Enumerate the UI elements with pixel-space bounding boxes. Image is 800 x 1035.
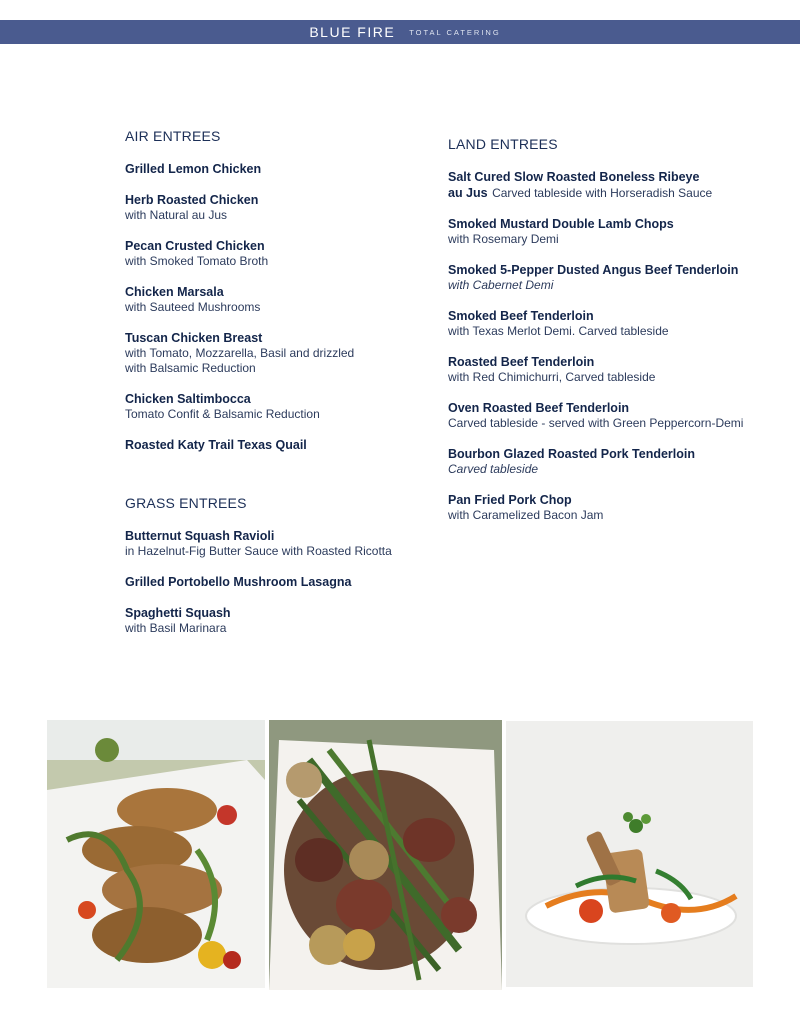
menu-item-name: Smoked Mustard Double Lamb Chops	[448, 217, 674, 231]
menu-item-desc: with Smoked Tomato Broth	[125, 254, 269, 268]
plated-entree-photo	[506, 721, 753, 987]
menu-item-desc: with Texas Merlot Demi. Carved tableside	[448, 324, 669, 338]
menu-item-desc: with Tomato, Mozzarella, Basil and drizzled	[125, 346, 355, 360]
right-column	[448, 136, 788, 539]
menu-item-name: Tuscan Chicken Breast	[125, 331, 263, 345]
menu-item-desc: Carved tableside - served with Green Peppercorn-Demi	[448, 416, 744, 430]
menu-item-name: Grilled Portobello Mushroom Lasagna	[125, 575, 352, 589]
menu-item-desc: with Natural au Jus	[125, 208, 228, 222]
menu-item-name: Pecan Crusted Chicken	[125, 239, 265, 253]
menu-item-desc: with Red Chimichurri, Carved tableside	[448, 370, 656, 384]
menu-item-name: Smoked 5-Pepper Dusted Angus Beef Tenderloin	[448, 263, 739, 277]
menu-item-name: Chicken Marsala	[125, 285, 224, 299]
brand-name: BLUE FIRE	[309, 24, 396, 40]
menu-item-name: Smoked Beef Tenderloin	[448, 309, 594, 323]
brand-tagline: TOTAL CATERING	[409, 27, 501, 37]
menu-item	[125, 438, 425, 453]
menu-item-name: Oven Roasted Beef Tenderloin	[448, 401, 630, 415]
left-column	[125, 128, 425, 652]
menu-item-desc: with Rosemary Demi	[448, 232, 559, 246]
menu-item	[125, 392, 425, 422]
menu-item	[125, 239, 425, 269]
menu-item-desc: in Hazelnut-Fig Butter Sauce with Roasted Ricotta	[125, 544, 392, 558]
menu-item	[125, 193, 425, 223]
menu-item-name: Salt Cured Slow Roasted Boneless Ribeye	[448, 170, 700, 184]
menu-item	[125, 331, 425, 376]
menu-item-name: Roasted Beef Tenderloin	[448, 355, 595, 369]
menu-item	[448, 493, 788, 523]
menu-item	[448, 170, 788, 201]
menu-item	[125, 162, 425, 177]
menu-item-desc: Carved tableside	[448, 462, 539, 476]
menu-item	[125, 285, 425, 315]
menu-item	[448, 355, 788, 385]
header-banner	[0, 20, 800, 44]
menu-item-name: Chicken Saltimbocca	[125, 392, 251, 406]
menu-item-name: Herb Roasted Chicken	[125, 193, 259, 207]
menu-item	[125, 575, 425, 590]
menu-item-desc: with Balsamic Reduction	[125, 361, 256, 375]
menu-item-desc: with Sauteed Mushrooms	[125, 300, 261, 314]
menu-item-desc: Tomato Confit & Balsamic Reduction	[125, 407, 320, 421]
grass-entrees-heading: GRASS ENTREES	[125, 495, 247, 511]
menu-item-desc: with Basil Marinara	[125, 621, 227, 635]
menu-item	[125, 529, 425, 559]
menu-item-name: Pan Fried Pork Chop	[448, 493, 572, 507]
menu-item-desc: with Cabernet Demi	[448, 278, 554, 292]
lamb-platter-photo	[269, 720, 502, 990]
menu-item	[125, 606, 425, 636]
menu-item-desc: with Caramelized Bacon Jam	[448, 508, 604, 522]
menu-item-name: Bourbon Glazed Roasted Pork Tenderloin	[448, 447, 696, 461]
chicken-plate-photo	[47, 720, 265, 988]
air-entrees-heading: AIR ENTREES	[125, 128, 221, 144]
menu-item	[448, 263, 788, 293]
menu-item-name-cont: au Jus	[448, 186, 488, 200]
land-entrees-heading: LAND ENTREES	[448, 136, 558, 152]
menu-item	[448, 309, 788, 339]
menu-item-name: Spaghetti Squash	[125, 606, 231, 620]
menu-item-desc: Carved tableside with Horseradish Sauce	[492, 186, 713, 200]
menu-item	[448, 401, 788, 431]
section-spacer	[125, 469, 425, 495]
menu-item	[448, 447, 788, 477]
menu-item	[448, 217, 788, 247]
menu-item-name: Butternut Squash Ravioli	[125, 529, 275, 543]
menu-item-name: Grilled Lemon Chicken	[125, 162, 262, 176]
menu-item-name: Roasted Katy Trail Texas Quail	[125, 438, 307, 452]
